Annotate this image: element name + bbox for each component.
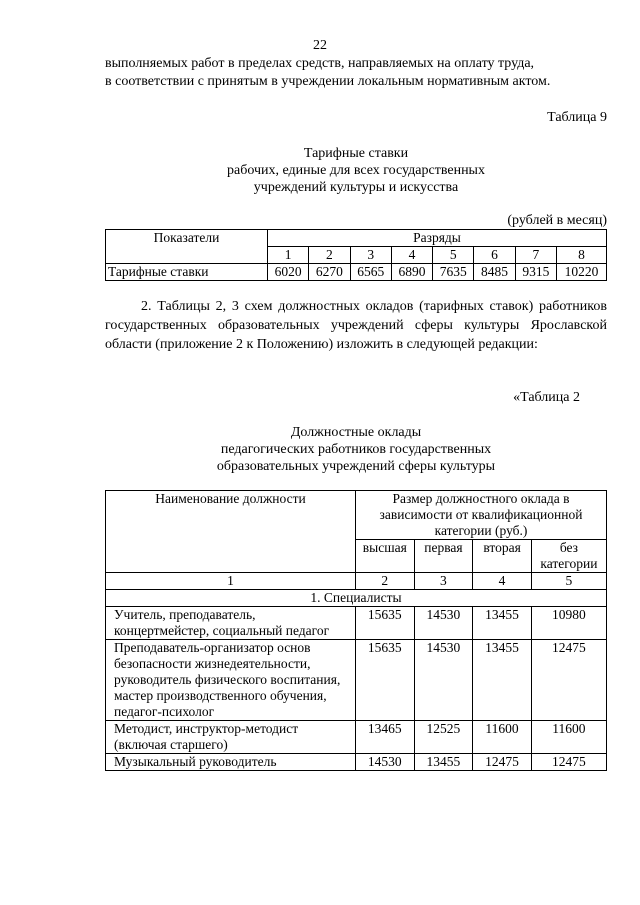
salary-value: 11600 [473, 721, 532, 754]
table-row [106, 573, 607, 590]
table-row [106, 721, 607, 754]
salary-value: 13455 [473, 607, 532, 640]
position-name: Учитель, преподаватель, концертмейстер, социальный педагог [106, 607, 356, 640]
value-cell: 7635 [433, 264, 474, 281]
grade-cell: 5 [433, 247, 474, 264]
category-cell: первая [414, 540, 473, 573]
category-cell: без категории [531, 540, 606, 573]
header-name: Наименование должности [106, 491, 356, 573]
table-row [106, 607, 607, 640]
salary-value: 11600 [531, 721, 606, 754]
value-cell: 8485 [474, 264, 515, 281]
position-name: Музыкальный руководитель [106, 754, 356, 771]
column-number: 5 [531, 573, 606, 590]
table2-title-line-3: образовательных учреждений сферы культуры [216, 459, 496, 474]
position-name: Методист, инструктор-методист (включая старшего) [106, 721, 356, 754]
table9-title-line-1: Тарифные ставки [303, 146, 409, 161]
paragraph-2 [105, 297, 607, 354]
page-number: 22 [313, 38, 327, 53]
salary-value: 13465 [355, 721, 414, 754]
salary-value: 12475 [531, 640, 606, 721]
value-cell: 9315 [515, 264, 556, 281]
column-number: 4 [473, 573, 532, 590]
salary-value: 13455 [414, 754, 473, 771]
position-name: Преподаватель-организатор основ безопасности жизнедеятельности, руководитель физического воспитания, мастер производственного обучения, педагог-психолог [106, 640, 356, 721]
table2-label: «Таблица 2 [513, 390, 580, 405]
table2-title-line-1: Должностные оклады [290, 425, 422, 440]
header-salary: Размер должностного оклада в зависимости от квалификационной категории (руб.) [355, 491, 606, 540]
table9-title [105, 145, 607, 196]
grade-cell: 6 [474, 247, 515, 264]
salary-value: 13455 [473, 640, 532, 721]
header-grades: Разряды [268, 230, 607, 247]
grade-cell: 7 [515, 247, 556, 264]
grade-cell: 8 [556, 247, 606, 264]
column-number: 3 [414, 573, 473, 590]
table-row [106, 640, 607, 721]
salary-value: 12525 [414, 721, 473, 754]
grade-cell: 1 [268, 247, 309, 264]
salary-value: 14530 [355, 754, 414, 771]
salary-value: 15635 [355, 607, 414, 640]
header-indicator: Показатели [106, 230, 268, 264]
salary-value: 12475 [473, 754, 532, 771]
salary-value: 14530 [414, 640, 473, 721]
table2-title-line-2: педагогических работников государственных [220, 442, 492, 457]
column-number: 2 [355, 573, 414, 590]
intro-line-1: выполняемых работ в пределах средств, направляемых на оплату труда, [105, 56, 535, 71]
row-label: Тарифные ставки [106, 264, 268, 281]
section-heading: 1. Специалисты [106, 590, 607, 607]
table2-title [105, 424, 607, 475]
salary-value: 14530 [414, 607, 473, 640]
table-row [106, 590, 607, 607]
salary-value: 12475 [531, 754, 606, 771]
salary-value: 15635 [355, 640, 414, 721]
value-cell: 6565 [350, 264, 391, 281]
table9-title-line-3: учреждений культуры и искусства [253, 180, 459, 195]
intro-line-2: в соответствии с принятым в учреждении локальным нормативным актом. [105, 74, 551, 89]
intro-paragraph [105, 55, 607, 91]
salaries-table [105, 490, 607, 771]
grade-cell: 2 [309, 247, 350, 264]
salary-value: 10980 [531, 607, 606, 640]
value-cell: 6890 [391, 264, 432, 281]
value-cell: 6270 [309, 264, 350, 281]
table9-units: (рублей в месяц) [507, 213, 607, 228]
category-cell: высшая [355, 540, 414, 573]
category-cell: вторая [473, 540, 532, 573]
table-row [106, 754, 607, 771]
grade-cell: 3 [350, 247, 391, 264]
value-cell: 6020 [268, 264, 309, 281]
table-row [106, 264, 607, 281]
table9-title-line-2: рабочих, единые для всех государственных [227, 163, 485, 178]
column-number: 1 [106, 573, 356, 590]
table9-label: Таблица 9 [547, 110, 607, 125]
paragraph-2-text: 2. Таблицы 2, 3 схем должностных окладов (тарифных ставок) работников государственных образовательных учреждений сферы культуры Ярославской области (приложение 2 к Положению) изложить в следующей редакции: [105, 299, 607, 352]
tariff-rates-table [105, 229, 607, 281]
table-row [106, 491, 607, 540]
table-row [106, 230, 607, 247]
grade-cell: 4 [391, 247, 432, 264]
value-cell: 10220 [556, 264, 606, 281]
